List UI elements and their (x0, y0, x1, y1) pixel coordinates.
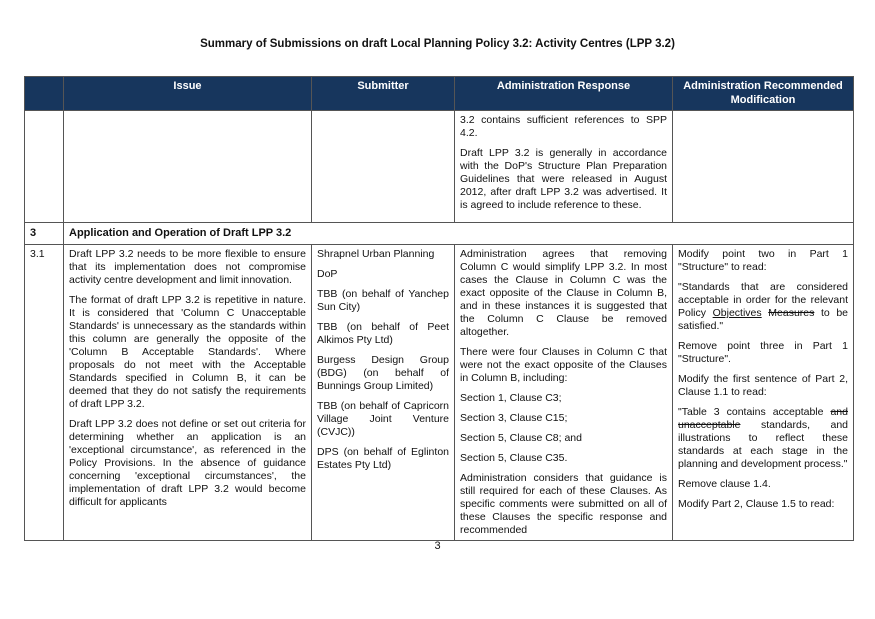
response-list-item: Section 5, Clause C8; and (460, 432, 582, 444)
issue-paragraph: Draft LPP 3.2 needs to be more flexible to ensure that its implementation does not compromise activity centre development and limit innovation. (69, 248, 306, 286)
cell-issue (64, 245, 312, 541)
mod-underlined-text: Objectives (712, 307, 762, 319)
issue-paragraph: Draft LPP 3.2 does not define or set out criteria for determining whether an application is an 'exceptional circumstance', as referenced in the Policy Provisions. In the absence of guidance concerning 'exceptional circumstances', the implementation of draft LPP 3.2 would become difficult for applicants (69, 418, 306, 508)
modification-paragraph (678, 281, 848, 333)
issue-paragraph: The format of draft LPP 3.2 is repetitive in nature. It is considered that 'Column C Unacceptable Standards' is unnecessary as the standards within this column are generally the opposite of the 'Column B Acceptable Standards'. Where proposals do not meet with the Acceptable Standards specified in Column B, it can be deemed that they do not satisfy the requirements of draft LPP 3.2. (69, 294, 306, 410)
response-paragraph: There were four Clauses in Column C that were not the exact opposite of the Clauses in Column B, including: (460, 346, 667, 384)
response-paragraph: Administration agrees that removing Column C would simplify LPP 3.2. In most cases the Clause in Column C was the exact opposite of the Clause in Column B, and in these instances it is suggested that the Column C Clause be removed altogether. (460, 248, 667, 338)
header-response: Administration Response (455, 77, 673, 111)
response-list-item: Section 3, Clause C15; (460, 412, 568, 424)
submitter-item: TBB (on behalf of Capricorn Village Joint Venture (CVJC)) (317, 400, 449, 438)
cell-submitter (312, 111, 455, 223)
modification-paragraph: Modify Part 2, Clause 1.5 to read: (678, 498, 835, 510)
submitter-item: DPS (on behalf of Eglinton Estates Pty Ltd) (317, 446, 449, 471)
response-list-item: Section 1, Clause C3; (460, 392, 562, 404)
modification-paragraph: Modify point two in Part 1 "Structure" to read: (678, 248, 848, 273)
submitter-item: DoP (317, 268, 338, 280)
submissions-table (24, 76, 854, 541)
submitter-item: Burgess Design Group (BDG) (on behalf of Bunnings Group Limited) (317, 354, 449, 392)
table-row (25, 245, 854, 541)
modification-paragraph: Remove clause 1.4. (678, 478, 771, 490)
table-header-row (25, 77, 854, 111)
submitter-item: TBB (on behalf of Peet Alkimos Pty Ltd) (317, 321, 449, 346)
page-number: 3 (434, 540, 441, 552)
modification-paragraph: Modify the first sentence of Part 2, Clause 1.1 to read: (678, 373, 848, 398)
section-row (25, 223, 854, 245)
mod-struck-text: and unacceptable (678, 406, 848, 431)
section-title: Application and Operation of Draft LPP 3.2 (64, 223, 854, 245)
submitter-item: Shrapnel Urban Planning (317, 248, 435, 260)
mod-text: to be satisfied." (678, 307, 849, 332)
cell-number: 3.1 (25, 245, 64, 541)
mod-text: "Standards that are considered acceptable in order for the relevant Policy (678, 281, 848, 319)
response-paragraph: 3.2 contains sufficient references to SPP 4.2. (460, 114, 667, 139)
mod-struck-text: Measures (768, 307, 815, 319)
mod-text: standards, and illustrations to reflect these standards at each stage in the planning and development process." (678, 419, 849, 470)
section-number: 3 (25, 223, 64, 245)
cell-submitter (312, 245, 455, 541)
header-issue: Issue (64, 77, 312, 111)
table-row (25, 111, 854, 223)
header-number (25, 77, 64, 111)
mod-text: "Table 3 contains acceptable (678, 406, 824, 418)
header-modification: Administration Recommended Modification (673, 77, 854, 111)
modification-paragraph (678, 406, 848, 471)
cell-response (455, 111, 673, 223)
cell-number (25, 111, 64, 223)
cell-issue (64, 111, 312, 223)
response-paragraph: Draft LPP 3.2 is generally in accordance with the DoP's Structure Plan Preparation Guidelines that were released in August 2012, after draft LPP 3.2 was advertised. It is agreed to include reference to these. (460, 147, 667, 211)
cell-modification (673, 111, 854, 223)
cell-modification (673, 245, 854, 541)
document-title: Summary of Submissions on draft Local Planning Policy 3.2: Activity Centres (LPP 3.2) (200, 38, 675, 50)
header-submitter: Submitter (312, 77, 455, 111)
response-list-item: Section 5, Clause C35. (460, 452, 568, 464)
submitter-item: TBB (on behalf of Yanchep Sun City) (317, 288, 449, 313)
modification-paragraph: Remove point three in Part 1 "Structure". (678, 340, 848, 365)
cell-response (455, 245, 673, 541)
response-paragraph: Administration considers that guidance is still required for each of these Clauses. As specific comments were submitted on all of these Clauses the specific response and recommended (460, 472, 667, 536)
